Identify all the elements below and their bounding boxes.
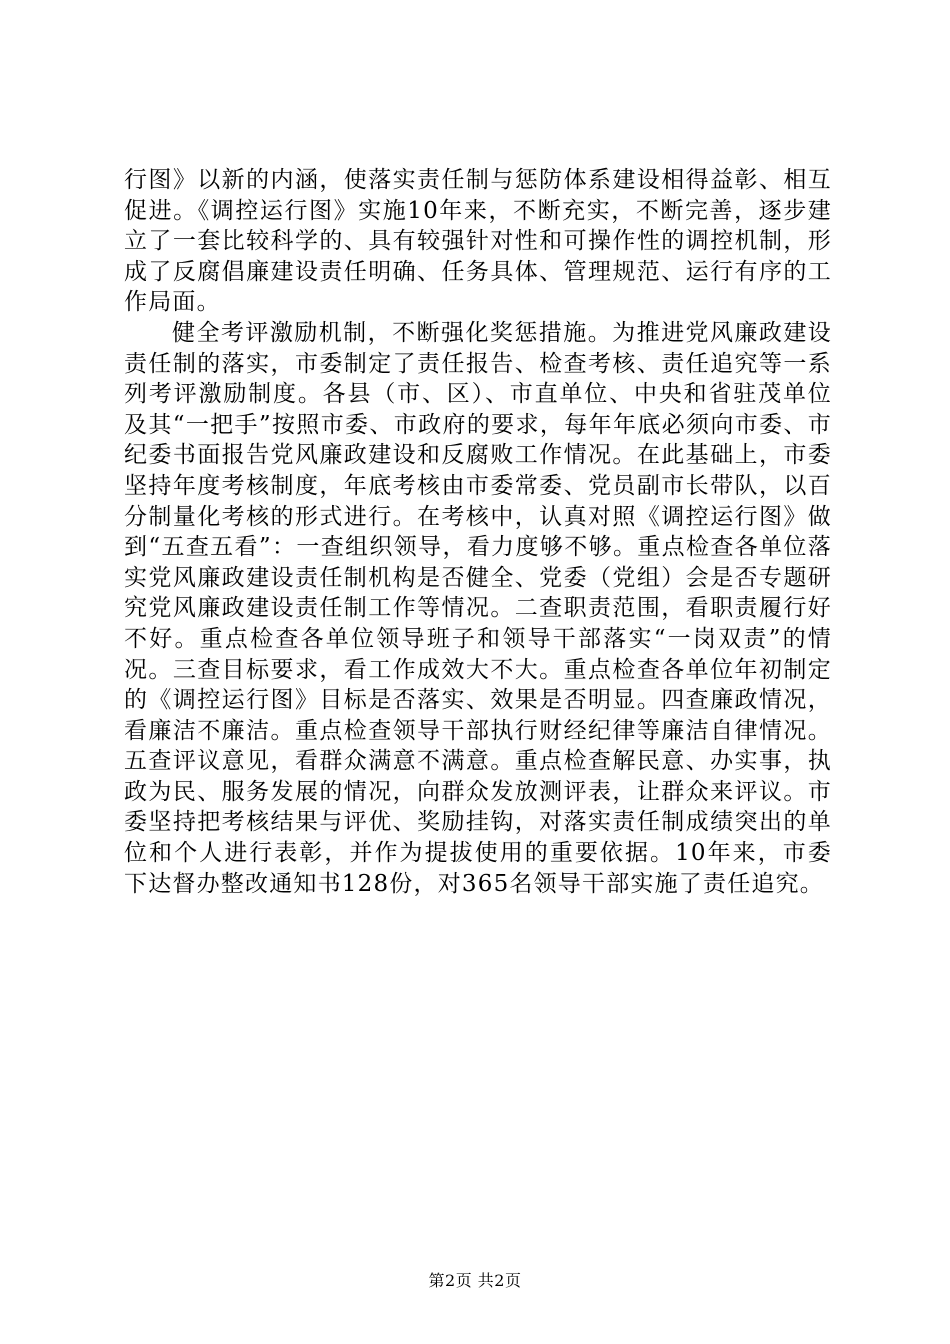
paragraph-continuation: 行图》以新的内涵，使落实责任制与惩防体系建设相得益彰、相互促进。《调控运行图》实施10年来，不断充实，不断完善，逐步建立了一套比较科学的、具有较强针对性和可操作性的调控机制，形成了反腐倡廉建设责任明确、任务具体、管理规范、运行有序的工作局面。 [124, 167, 832, 316]
page-footer: 第2页 共2页 [428, 1271, 522, 1290]
document-body [124, 165, 832, 899]
paragraph-evaluation-mechanism: 健全考评激励机制，不断强化奖惩措施。为推进党风廉政建设责任制的落实，市委制定了责任报告、检查考核、责任追究等一系列考评激励制度。各县（市、区）、市直单位、中央和省驻茂单位及其“一把手”按照市委、市政府的要求，每年年底必须向市委、市纪委书面报告党风廉政建设和反腐败工作情况。在此基础上，市委坚持年度考核制度，年底考核由市委常委、党员副市长带队，以百分制量化考核的形式进行。在考核中，认真对照《调控运行图》做到“五查五看”：一查组织领导，看力度够不够。重点检查各单位落实党风廉政建设责任制机构是否健全、党委（党组）会是否专题研究党风廉政建设责任制工作等情况。二查职责范围，看职责履行好不好。重点检查各单位领导班子和领导干部落实“一岗双责”的情况。三查目标要求，看工作成效大不大。重点检查各单位年初制定的《调控运行图》目标是否落实、效果是否明显。四查廉政情况，看廉洁不廉洁。重点检查领导干部执行财经纪律等廉洁自律情况。五查评议意见，看群众满意不满意。重点检查解民意、办实事，执政为民、服务发展的情况，向群众发放测评表，让群众来评议。市委坚持把考核结果与评优、奖励挂钩，对落实责任制成绩突出的单位和个人进行表彰，并作为提拔使用的重要依据。10年来，市委下达督办整改通知书128份，对365名领导干部实施了责任追究。 [124, 319, 832, 897]
